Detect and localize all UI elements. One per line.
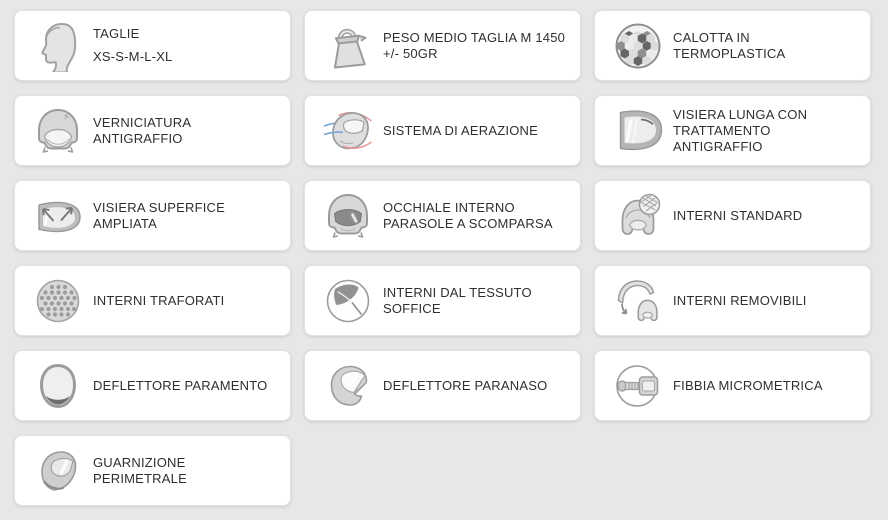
feature-line: TERMOPLASTICA: [673, 45, 786, 61]
feature-line: VISIERA SUPERFICE: [93, 199, 225, 215]
feature-line: TRATTAMENTO: [673, 122, 771, 138]
sun-visor-helmet-icon: [319, 187, 377, 245]
micrometric-buckle-icon: [609, 357, 667, 415]
feature-card-visiera-ampliata: [14, 180, 291, 251]
feature-line: DEFLETTORE PARAMENTO: [93, 377, 268, 393]
feature-card-interni-removibili: [594, 265, 871, 336]
feature-line: PESO MEDIO TAGLIA M 1450: [383, 29, 566, 45]
feature-line: XS-S-M-L-XL: [93, 49, 173, 64]
feature-card-tessuto-soffice: [304, 265, 581, 336]
head-silhouette-icon: [29, 17, 87, 75]
feature-card-interni-standard: [594, 180, 871, 251]
feature-label: [383, 123, 538, 139]
feature-label: [673, 30, 785, 62]
feature-label: [673, 107, 807, 155]
feature-card-interni-traforati: [14, 265, 291, 336]
feature-card-guarnizione: [14, 435, 291, 506]
feature-card-aerazione: [304, 95, 581, 166]
feature-line: GUARNIZIONE PERIMETRALE: [93, 454, 187, 486]
feature-line: OCCHIALE INTERNO: [383, 199, 515, 215]
feather-icon: [319, 272, 377, 330]
feature-line: ANTIGRAFFIO: [673, 138, 763, 154]
feature-line: INTERNI REMOVIBILI: [673, 292, 807, 308]
feature-line: INTERNI STANDARD: [673, 207, 803, 223]
airflow-helmet-icon: [319, 102, 377, 160]
feature-label: [93, 378, 267, 394]
weight-icon: [319, 17, 377, 75]
feature-line: TAGLIE: [93, 26, 140, 41]
painted-jet-helmet-icon: [29, 102, 87, 160]
feature-card-deflettore-paranaso: [304, 350, 581, 421]
feature-card-deflettore-paramento: [14, 350, 291, 421]
gasket-helmet-icon: [29, 442, 87, 500]
feature-label: [383, 200, 553, 232]
feature-line: INTERNI DAL TESSUTO: [383, 284, 532, 300]
feature-label: [673, 293, 807, 309]
feature-label: [383, 285, 532, 317]
feature-card-visiera-lunga: [594, 95, 871, 166]
feature-label: [93, 200, 225, 232]
feature-line: SISTEMA DI AERAZIONE: [383, 122, 538, 138]
standard-liner-icon: [609, 187, 667, 245]
feature-line: CALOTTA IN: [673, 29, 750, 45]
feature-line: DEFLETTORE PARANASO: [383, 377, 548, 393]
feature-label: [93, 293, 224, 309]
feature-line: +/- 50GR: [383, 45, 438, 61]
wide-visor-arrows-icon: [29, 187, 87, 245]
nose-deflector-icon: [319, 357, 377, 415]
feature-card-parasole: [304, 180, 581, 251]
feature-card-calotta: [594, 10, 871, 81]
feature-line: AMPLIATA: [93, 215, 157, 231]
feature-label: [673, 208, 802, 224]
removable-liner-icon: [609, 272, 667, 330]
feature-label: [383, 30, 565, 62]
feature-line: PARASOLE A SCOMPARSA: [383, 215, 553, 231]
long-visor-icon: [609, 102, 667, 160]
feature-line: VISIERA LUNGA CON: [673, 106, 808, 122]
feature-label: [93, 455, 280, 487]
thermoplastic-shell-icon: [609, 17, 667, 75]
feature-line: VERNICIATURA: [93, 114, 192, 130]
feature-line: FIBBIA MICROMETRICA: [673, 377, 823, 393]
feature-line: SOFFICE: [383, 300, 441, 316]
perforated-liner-icon: [29, 272, 87, 330]
feature-label: [93, 26, 173, 65]
chin-curtain-icon: [29, 357, 87, 415]
feature-card-fibbia: [594, 350, 871, 421]
feature-line: ANTIGRAFFIO: [93, 130, 183, 146]
feature-label: [383, 378, 547, 394]
feature-label: [673, 378, 823, 394]
feature-line: INTERNI TRAFORATI: [93, 292, 225, 308]
feature-card-taglie: [14, 10, 291, 81]
feature-card-peso-medio: [304, 10, 581, 81]
feature-label: [93, 115, 191, 147]
feature-card-verniciatura: [14, 95, 291, 166]
